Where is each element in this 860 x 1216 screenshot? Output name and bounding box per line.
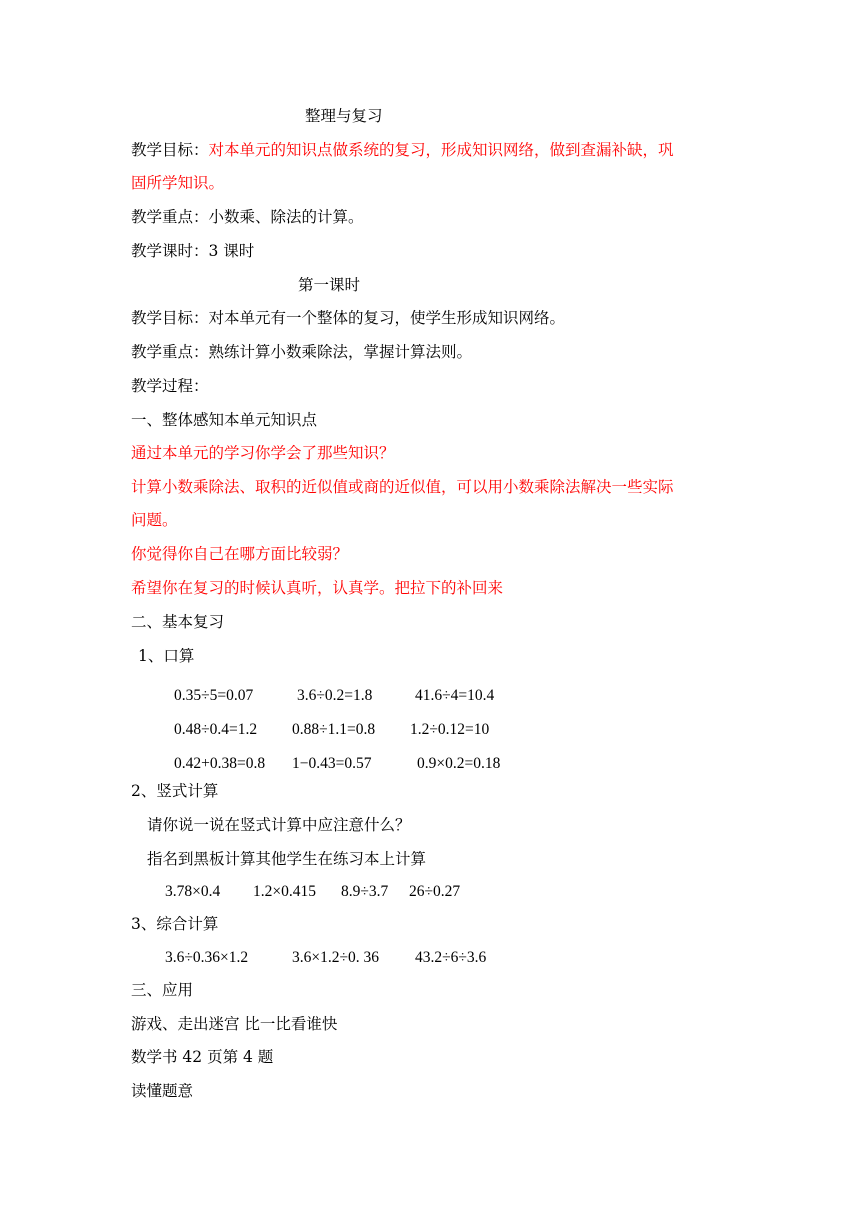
oral-item: 1−0.43=0.57 <box>292 755 372 772</box>
subheading-combined: 3、综合计算 <box>131 915 219 933</box>
process-label: 教学过程： <box>131 377 209 395</box>
oral-item: 0.35÷5=0.07 <box>174 687 254 704</box>
oral-item: 0.42+0.38=0.8 <box>174 755 266 772</box>
application-line-3: 读懂题意 <box>131 1082 194 1100</box>
red-note-3: 你觉得你自己在哪方面比较弱？ <box>131 545 349 563</box>
red-note-2b: 问题。 <box>131 511 178 529</box>
oral-item: 41.6÷4=10.4 <box>415 687 495 704</box>
vertical-item: 3.78×0.4 <box>165 883 221 900</box>
combined-item: 3.6÷0.36×1.2 <box>165 949 249 966</box>
application-line-2: 数学书 42 页第 4 题 <box>131 1048 274 1066</box>
combined-item: 3.6×1.2÷0. 36 <box>292 949 379 966</box>
subheading-vertical: 2、竖式计算 <box>131 782 219 800</box>
oral-item: 3.6÷0.2=1.8 <box>297 687 373 704</box>
vertical-item: 8.9÷3.7 <box>341 883 389 900</box>
lesson-focus: 教学重点：熟练计算小数乘除法，掌握计算法则。 <box>131 343 473 361</box>
vertical-note: 指名到黑板计算其他学生在练习本上计算 <box>147 850 427 868</box>
application-line-1: 游戏、走出迷宫 比一比看谁快 <box>131 1015 338 1033</box>
red-note-4: 希望你在复习的时候认真听，认真学。把拉下的补回来 <box>131 579 504 597</box>
unit-focus: 教学重点：小数乘、除法的计算。 <box>131 208 364 226</box>
oral-item: 0.88÷1.1=0.8 <box>292 721 376 738</box>
oral-item: 0.48÷0.4=1.2 <box>174 721 258 738</box>
red-note-1: 通过本单元的学习你学会了那些知识？ <box>131 444 395 462</box>
unit-goal-line-2: 固所学知识。 <box>131 174 225 192</box>
red-note-2a: 计算小数乘除法、取积的近似值或商的近似值，可以用小数乘除法解决一些实际 <box>131 478 674 496</box>
section-heading-1: 一、整体感知本单元知识点 <box>131 411 318 429</box>
lesson-title: 第一课时 <box>298 276 361 294</box>
unit-hours: 教学课时：3 课时 <box>131 242 255 260</box>
section-heading-3: 三、应用 <box>131 981 194 999</box>
oral-item: 1.2÷0.12=10 <box>410 721 490 738</box>
vertical-item: 26÷0.27 <box>409 883 461 900</box>
unit-goal-line-1 <box>131 139 674 161</box>
vertical-question: 请你说一说在竖式计算中应注意什么？ <box>147 816 411 834</box>
combined-item: 43.2÷6÷3.6 <box>415 949 487 966</box>
oral-item: 0.9×0.2=0.18 <box>417 755 501 772</box>
unit-goal-text-1: 对本单元的知识点做系统的复习，形成知识网络，做到查漏补缺，巩 <box>208 141 674 159</box>
section-heading-2: 二、基本复习 <box>131 613 225 631</box>
unit-goal-label: 教学目标： <box>131 141 209 159</box>
page-title: 整理与复习 <box>305 107 383 125</box>
subheading-oral: 1、口算 <box>138 647 195 665</box>
vertical-item: 1.2×0.415 <box>253 883 316 900</box>
lesson-goal: 教学目标：对本单元有一个整体的复习，使学生形成知识网络。 <box>131 309 566 327</box>
